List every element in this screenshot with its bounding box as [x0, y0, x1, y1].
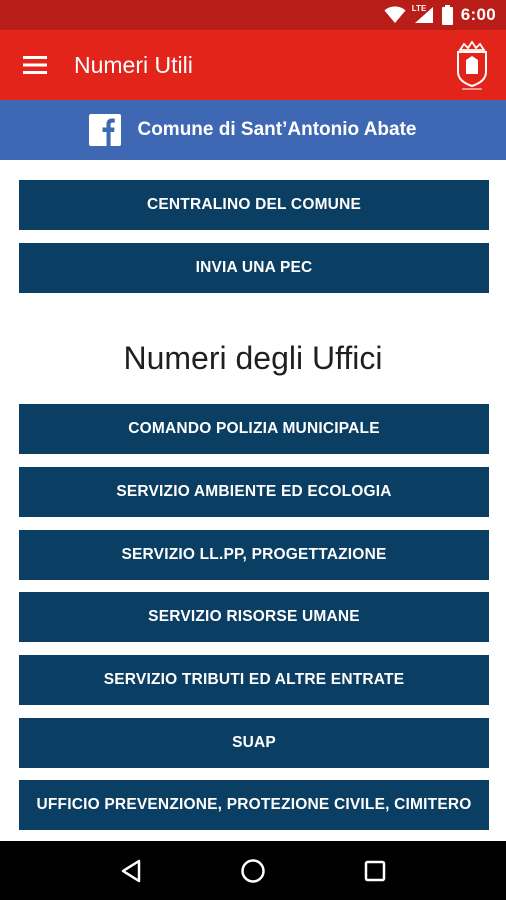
office-button-suap[interactable]: SUAP — [19, 718, 489, 768]
content-area — [0, 160, 506, 841]
navigation-bar — [0, 841, 506, 900]
app-bar — [0, 30, 506, 100]
invia-pec-button[interactable]: INVIA UNA PEC — [19, 243, 489, 293]
back-triangle-icon[interactable] — [111, 851, 151, 891]
home-circle-icon[interactable] — [233, 851, 273, 891]
cell-signal-icon — [411, 4, 434, 24]
office-button-ambiente[interactable]: SERVIZIO AMBIENTE ED ECOLOGIA — [19, 467, 489, 517]
office-button-tributi[interactable]: SERVIZIO TRIBUTI ED ALTRE ENTRATE — [19, 655, 489, 705]
network-type-label: LTE — [411, 4, 427, 13]
office-button-risorse-umane[interactable]: SERVIZIO RISORSE UMANE — [19, 592, 489, 642]
status-time: 6:00 — [460, 5, 496, 24]
facebook-link[interactable] — [0, 100, 506, 160]
section-title: Numeri degli Uffici — [123, 340, 383, 376]
office-button-polizia[interactable]: COMANDO POLIZIA MUNICIPALE — [19, 404, 489, 454]
status-bar — [0, 0, 506, 30]
municipal-crest-icon — [452, 38, 492, 92]
battery-icon — [442, 5, 453, 25]
recents-square-icon[interactable] — [355, 851, 395, 891]
facebook-icon — [89, 114, 121, 146]
facebook-label: Comune di Sant’Antonio Abate — [137, 119, 417, 140]
page-title: Numeri Utili — [74, 51, 193, 78]
office-button-llpp[interactable]: SERVIZIO LL.PP, PROGETTAZIONE — [19, 530, 489, 580]
hamburger-icon[interactable] — [0, 30, 70, 100]
office-button-prevenzione[interactable]: UFFICIO PREVENZIONE, PROTEZIONE CIVILE, CIMITERO — [19, 780, 489, 830]
centralino-button[interactable]: CENTRALINO DEL COMUNE — [19, 180, 489, 230]
wifi-icon — [384, 6, 406, 24]
